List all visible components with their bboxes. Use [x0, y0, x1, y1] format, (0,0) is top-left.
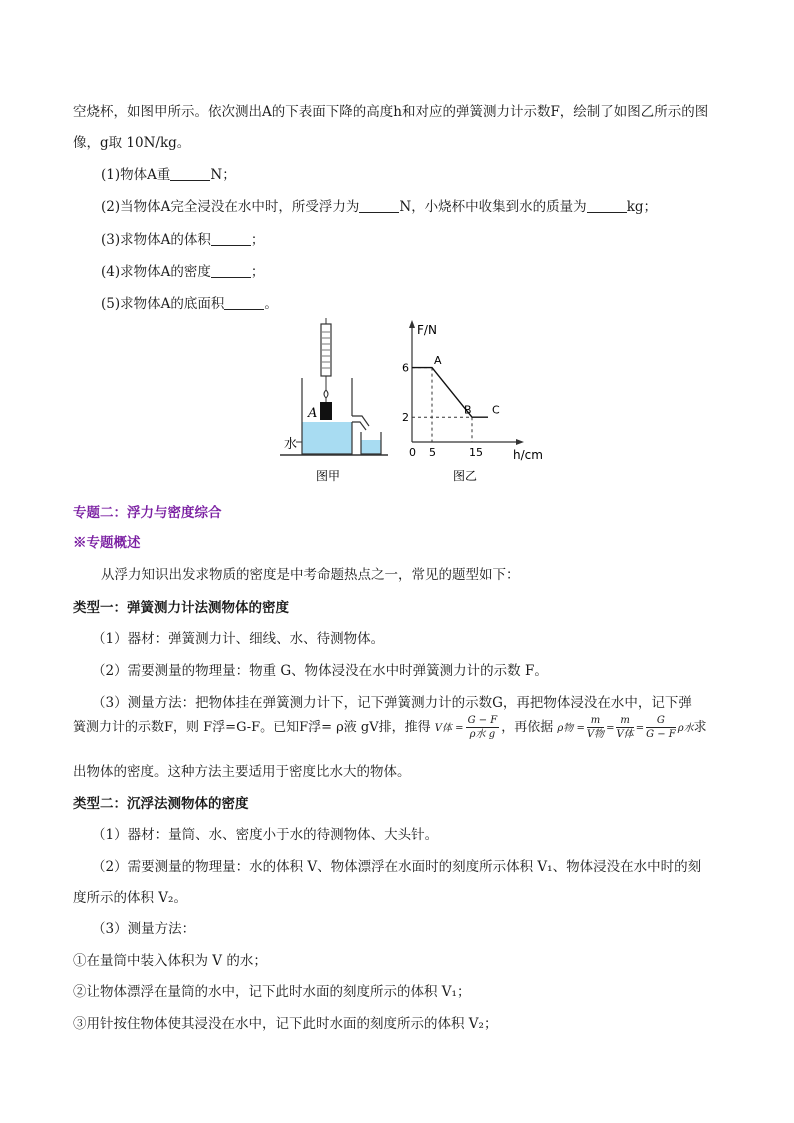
- object-a: [320, 402, 332, 420]
- section-intro: 从浮力知识出发求物质的密度是中考命题热点之一，常见的题型如下：: [101, 567, 520, 583]
- type1-title: 类型一：弹簧测力计法测物体的密度: [73, 600, 289, 616]
- type2-item1: （1）器材：量筒、水、密度小于水的待测物体、大头针。: [92, 827, 439, 843]
- question-1: (1)物体A重 N；: [101, 167, 236, 183]
- type2-item2-line1: （2）需要测量的物理量：水的体积 V、物体漂浮在水面时的刻度所示体积 V₁、物体浸没在水中时的刻: [92, 859, 702, 875]
- formula-density-1: $\frac{m}{\text{V物}}$: [586, 715, 605, 740]
- type1-item3-line1: （3）测量方法：把物体挂在弹簧测力计下，记下弹簧测力计的示数G，再把物体浸没在水中，记下弹: [92, 695, 692, 711]
- x-tick-label: 5: [429, 446, 436, 459]
- formula-density-3: $\frac{G}{G - F}$: [646, 715, 676, 740]
- water-fill: [302, 422, 352, 454]
- type1-item2: （2）需要测量的物理量：物重 G、物体浸没在水中时弹簧测力计的示数 F。: [92, 663, 548, 679]
- y-tick-label: 2: [402, 411, 409, 425]
- water-label: 水: [284, 437, 298, 452]
- point-label-b: B: [464, 403, 472, 417]
- type1-item3-line3: 出物体的密度。这种方法主要适用于密度比水大的物体。: [73, 764, 411, 780]
- section-heading: 专题二：浮力与密度综合: [73, 505, 222, 521]
- data-series-line: [412, 368, 488, 418]
- question-3: (3)求物体A的体积 ；: [101, 232, 265, 248]
- figure-svg: [270, 318, 560, 488]
- object-a-label: A: [308, 406, 318, 421]
- y-tick-label: 6: [402, 361, 409, 375]
- small-beaker-water: [361, 440, 381, 454]
- question-5: (5)求物体A的底面积 。: [101, 296, 278, 312]
- answer-blank[interactable]: [224, 297, 264, 310]
- x-axis-label: h/cm: [513, 448, 543, 462]
- type2-title: 类型二：沉浮法测物体的密度: [73, 796, 249, 812]
- figure-jia: [280, 318, 388, 483]
- origin-label: 0: [409, 446, 416, 459]
- answer-blank[interactable]: [587, 200, 627, 213]
- x-tick-label: 15: [469, 446, 483, 459]
- type2-item2-line2: 度所示的体积 V₂。: [73, 890, 187, 906]
- answer-blank[interactable]: [211, 233, 251, 246]
- point-label-c: C: [492, 403, 500, 417]
- type1-item1: （1）器材：弹簧测力计、细线、水、待测物体。: [92, 631, 385, 647]
- figure-yi-label: 图乙: [453, 469, 478, 483]
- type2-step2: ②让物体漂浮在量筒的水中，记下此时水面的刻度所示的体积 V₁；: [73, 984, 471, 1000]
- answer-blank[interactable]: [170, 168, 210, 181]
- question-4: (4)求物体A的密度 ；: [101, 264, 265, 280]
- answer-blank[interactable]: [211, 265, 251, 278]
- intro-line-1: 空烧杯，如图甲所示。依次测出A的下表面下降的高度h和对应的弹簧测力计示数F，绘制了如图乙所示的图: [73, 104, 709, 120]
- type2-step1: ①在量筒中装入体积为 V 的水；: [73, 953, 267, 969]
- overview-heading: ※专题概述: [73, 535, 141, 551]
- type2-item3: （3）测量方法：: [92, 921, 196, 937]
- type1-item3-line2: 簧测力计的示数F，则 F浮=G-F。已知F浮= ρ液 gV排，推得 V体 = $\frac{G - F}{\text{ρ水 g}}$ ，再依据 ρ物 = $\frac{m}{\text{V物}}$ = $\frac{m}{\text{V体}}$ = $\frac{G}{G - F}$ ρ水求: [73, 715, 707, 740]
- intro-line-2: 像，g取 10N/kg。: [73, 135, 191, 151]
- figure-group: [270, 318, 560, 492]
- y-axis-label: F/N: [417, 323, 437, 337]
- formula-density-2: $\frac{m}{\text{V体}}$: [616, 715, 634, 740]
- formula-volume: $\frac{G - F}{\text{ρ水 g}}$: [467, 715, 498, 740]
- answer-blank[interactable]: [359, 200, 399, 213]
- question-2: (2)当物体A完全浸没在水中时，所受浮力为 N，小烧杯中收集到水的质量为 kg；: [101, 199, 658, 215]
- figure-yi: [402, 320, 543, 483]
- point-label-a: A: [434, 353, 442, 367]
- type2-step3: ③用针按住物体使其浸没在水中，记下此时水面的刻度所示的体积 V₂；: [73, 1016, 498, 1032]
- figure-jia-label: 图甲: [316, 469, 341, 483]
